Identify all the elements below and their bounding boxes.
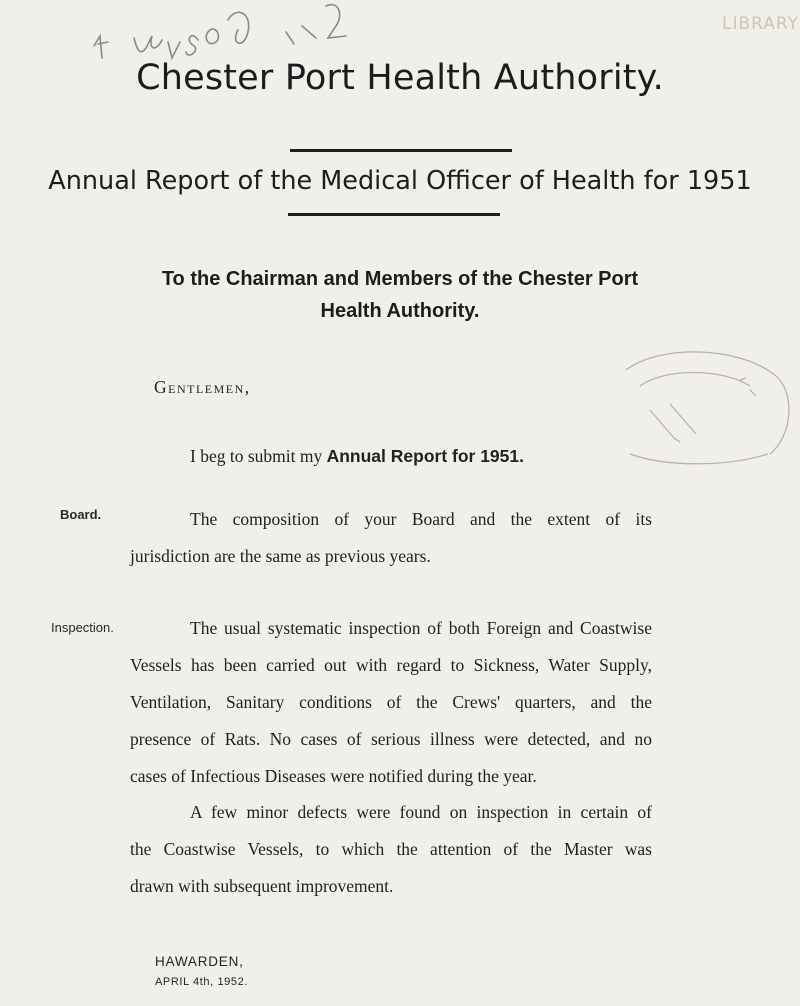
- library-stamp: [600, 350, 800, 470]
- margin-label-board: Board.: [60, 507, 102, 522]
- inspection-paragraph: [130, 610, 652, 795]
- paragraph-line: jurisdiction are the same as previous years.: [130, 546, 431, 566]
- addressee-line-1: To the Chairman and Members of the Chester Port: [161, 268, 639, 290]
- board-paragraph: [130, 501, 652, 575]
- intro-text: I beg to submit my: [190, 446, 327, 466]
- paragraph-line: The usual systematic inspection of both Foreign and Coastwise: [190, 618, 652, 638]
- margin-label-inspection: Inspection.: [51, 620, 114, 635]
- addressee-line-2: Health Authority.: [320, 300, 480, 322]
- intro-emphasis: Annual Report for 1951.: [326, 446, 524, 466]
- paragraph-line: Ventilation, Sanitary conditions of the Crews' quarters, and the: [130, 692, 652, 712]
- intro-paragraph: [190, 446, 524, 467]
- authority-title: Chester Port Health Authority.: [136, 58, 664, 98]
- library-stamp-faint: LIBRARY: [722, 14, 800, 34]
- defects-paragraph: [130, 794, 652, 905]
- paragraph-line: drawn with subsequent improvement.: [130, 876, 394, 896]
- title-rule-top: [290, 149, 512, 152]
- paragraph-line: the Coastwise Vessels, to which the attention of the Master was: [130, 839, 652, 859]
- paragraph-line: The composition of your Board and the extent of its: [190, 509, 652, 529]
- title-rule-bottom: [288, 213, 500, 216]
- signoff-date: APRIL 4th, 1952.: [155, 976, 248, 988]
- signoff-place: HAWARDEN,: [155, 954, 244, 969]
- paragraph-line: A few minor defects were found on inspection in certain of: [190, 802, 652, 822]
- paragraph-line: cases of Infectious Diseases were notified during the year.: [130, 766, 537, 786]
- paragraph-line: presence of Rats. No cases of serious illness were detected, and no: [130, 729, 652, 749]
- paragraph-line: Vessels has been carried out with regard to Sickness, Water Supply,: [130, 655, 652, 675]
- report-subtitle: Annual Report of the Medical Officer of Health for 1951: [48, 166, 752, 196]
- salutation: Gentlemen,: [154, 377, 251, 397]
